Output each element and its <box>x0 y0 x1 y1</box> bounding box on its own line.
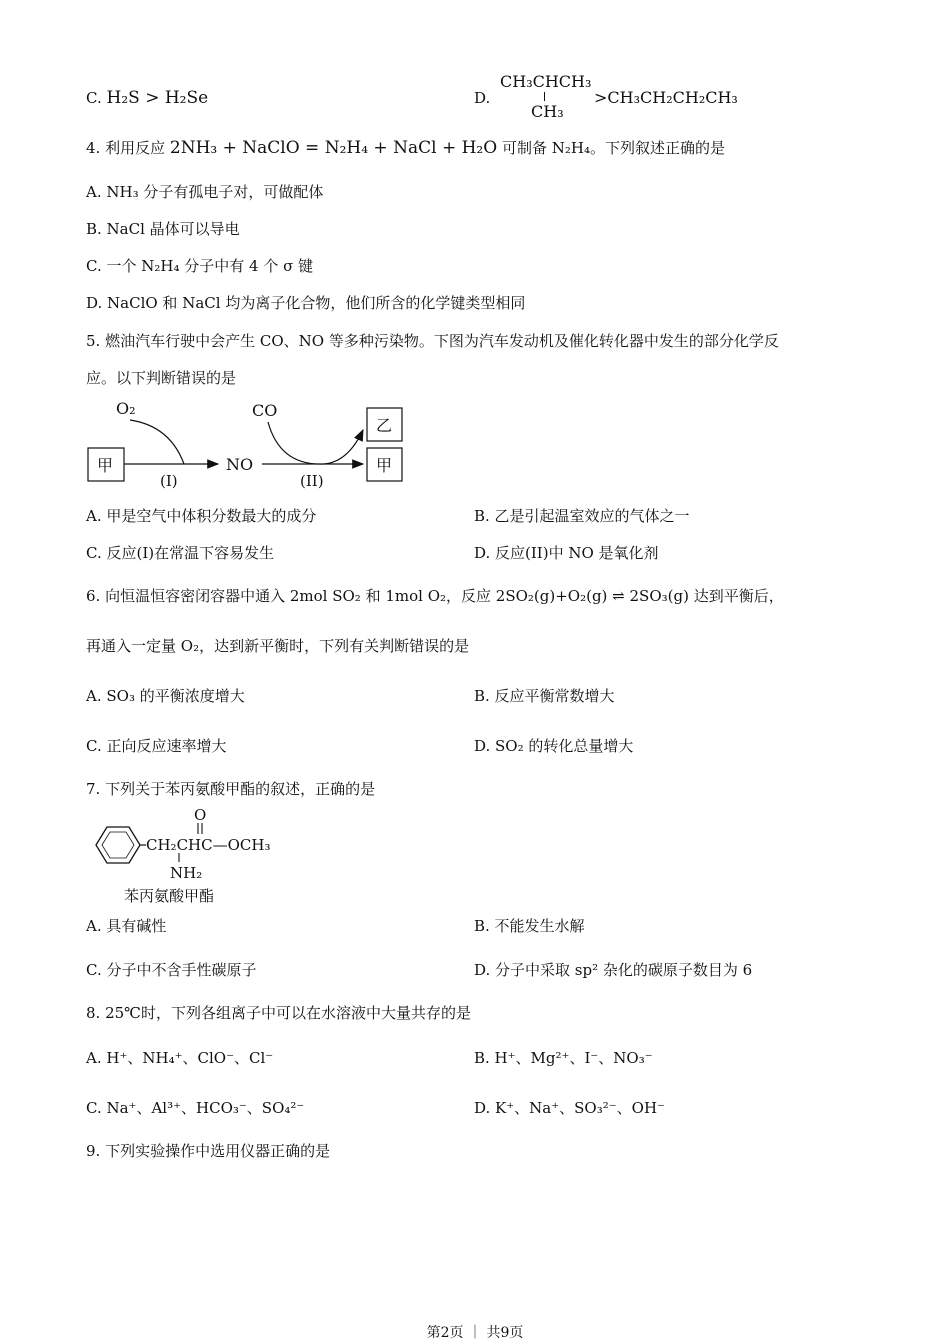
q4-option-d: D. NaClO 和 NaCl 均为离子化合物，他们所含的化学键类型相同 <box>86 294 526 312</box>
q5-stem-line1: 5. 燃油汽车行驶中会产生 CO、NO 等多种污染物。下图为汽车发动机及催化转化器中发生的部分化学反 <box>86 332 779 350</box>
q5-box-jia2-text: 甲 <box>376 456 393 475</box>
q4-stem-prefix: 4. 利用反应 <box>86 139 166 157</box>
q5-option-d: D. 反应(II)中 NO 是氧化剂 <box>474 544 659 562</box>
q3-option-d-branch-sub: CH₃ <box>531 102 564 121</box>
q4-equation: 2NH₃ + NaClO = N₂H₄ + NaCl + H₂O <box>169 138 498 158</box>
q4-option-b: B. NaCl 晶体可以导电 <box>86 220 240 238</box>
q4-option-a: A. NH₃ 分子有孤电子对，可做配体 <box>86 183 324 201</box>
q5-option-c: C. 反应(I)在常温下容易发生 <box>86 544 275 562</box>
q5-reaction-diagram <box>80 396 420 496</box>
q7-structure <box>84 804 294 908</box>
q7-option-d: D. 分子中采取 sp² 杂化的碳原子数目为 6 <box>474 961 753 979</box>
q8-option-c: C. Na⁺、Al³⁺、HCO₃⁻、SO₄²⁻ <box>86 1099 305 1117</box>
q5-stem-line2: 应。以下判断错误的是 <box>86 369 237 387</box>
benzene-inner-ring <box>102 832 134 858</box>
q7-struct-nh2: NH₂ <box>170 864 203 882</box>
q6-option-d: D. SO₂ 的转化总量增大 <box>474 737 634 755</box>
q9-stem: 9. 下列实验操作中选用仪器正确的是 <box>86 1142 331 1160</box>
q7-struct-chain: CH₂CHC—OCH₃ <box>146 836 271 854</box>
q8-stem: 8. 25℃时，下列各组离子中可以在水溶液中大量共存的是 <box>86 1004 471 1022</box>
q5-option-b: B. 乙是引起温室效应的气体之一 <box>474 507 690 525</box>
q5-step1-label: (I) <box>160 472 178 490</box>
q3-branch-bond <box>544 92 545 101</box>
q6-option-b: B. 反应平衡常数增大 <box>474 687 615 705</box>
q5-co-label: CO <box>252 401 278 420</box>
q4-option-c: C. 一个 N₂H₄ 分子中有 4 个 σ 键 <box>86 257 314 275</box>
q4-stem-suffix: 可制备 N₂H₄。下列叙述正确的是 <box>501 139 725 157</box>
q3-option-c-text: H₂S > H₂Se <box>106 88 209 108</box>
q6-stem-line2: 再通入一定量 O₂，达到新平衡时，下列有关判断错误的是 <box>86 637 470 655</box>
q3-option-d-branch-top: CH₃CHCH₃ <box>500 72 592 91</box>
q5-option-a: A. 甲是空气中体积分数最大的成分 <box>86 507 317 525</box>
q3-option-c <box>86 88 208 108</box>
page-footer: 第2页 ｜ 共9页 <box>426 1325 524 1341</box>
q7-option-c: C. 分子中不含手性碳原子 <box>86 961 257 979</box>
q7-option-a: A. 具有碱性 <box>86 917 167 935</box>
q5-no-label: NO <box>226 455 254 474</box>
q6-option-c: C. 正向反应速率增大 <box>86 737 227 755</box>
q5-box-jia-text: 甲 <box>97 456 114 475</box>
q6-stem-line1: 6. 向恒温恒容密闭容器中通入 2mol SO₂ 和 1mol O₂，反应 2SO₂(g)+O₂(g) ⇌ 2SO₃(g) 达到平衡后， <box>86 587 784 605</box>
q8-option-b: B. H⁺、Mg²⁺、I⁻、NO₃⁻ <box>474 1049 653 1067</box>
q7-struct-name: 苯丙氨酸甲酯 <box>124 887 215 905</box>
q3-option-c-label: C. <box>86 89 102 107</box>
q6-option-a: A. SO₃ 的平衡浓度增大 <box>86 687 245 705</box>
q3-option-d-rest: >CH₃CH₂CH₂CH₃ <box>594 88 738 107</box>
q7-struct-o: O <box>194 806 207 824</box>
q7-stem: 7. 下列关于苯丙氨酸甲酯的叙述，正确的是 <box>86 780 376 798</box>
q3-option-d-label: D. <box>474 89 491 107</box>
q5-step2-label: (II) <box>300 472 324 490</box>
benzene-ring <box>96 827 140 863</box>
q7-option-b: B. 不能发生水解 <box>474 917 585 935</box>
q8-option-d: D. K⁺、Na⁺、SO₃²⁻、OH⁻ <box>474 1099 665 1117</box>
q5-co-curve <box>268 422 363 464</box>
q5-o2-label: O₂ <box>116 399 136 418</box>
q4-stem <box>86 138 725 158</box>
q8-option-a: A. H⁺、NH₄⁺、ClO⁻、Cl⁻ <box>86 1049 274 1067</box>
q5-o2-curve <box>130 420 184 464</box>
q5-box-yi-text: 乙 <box>376 416 393 435</box>
